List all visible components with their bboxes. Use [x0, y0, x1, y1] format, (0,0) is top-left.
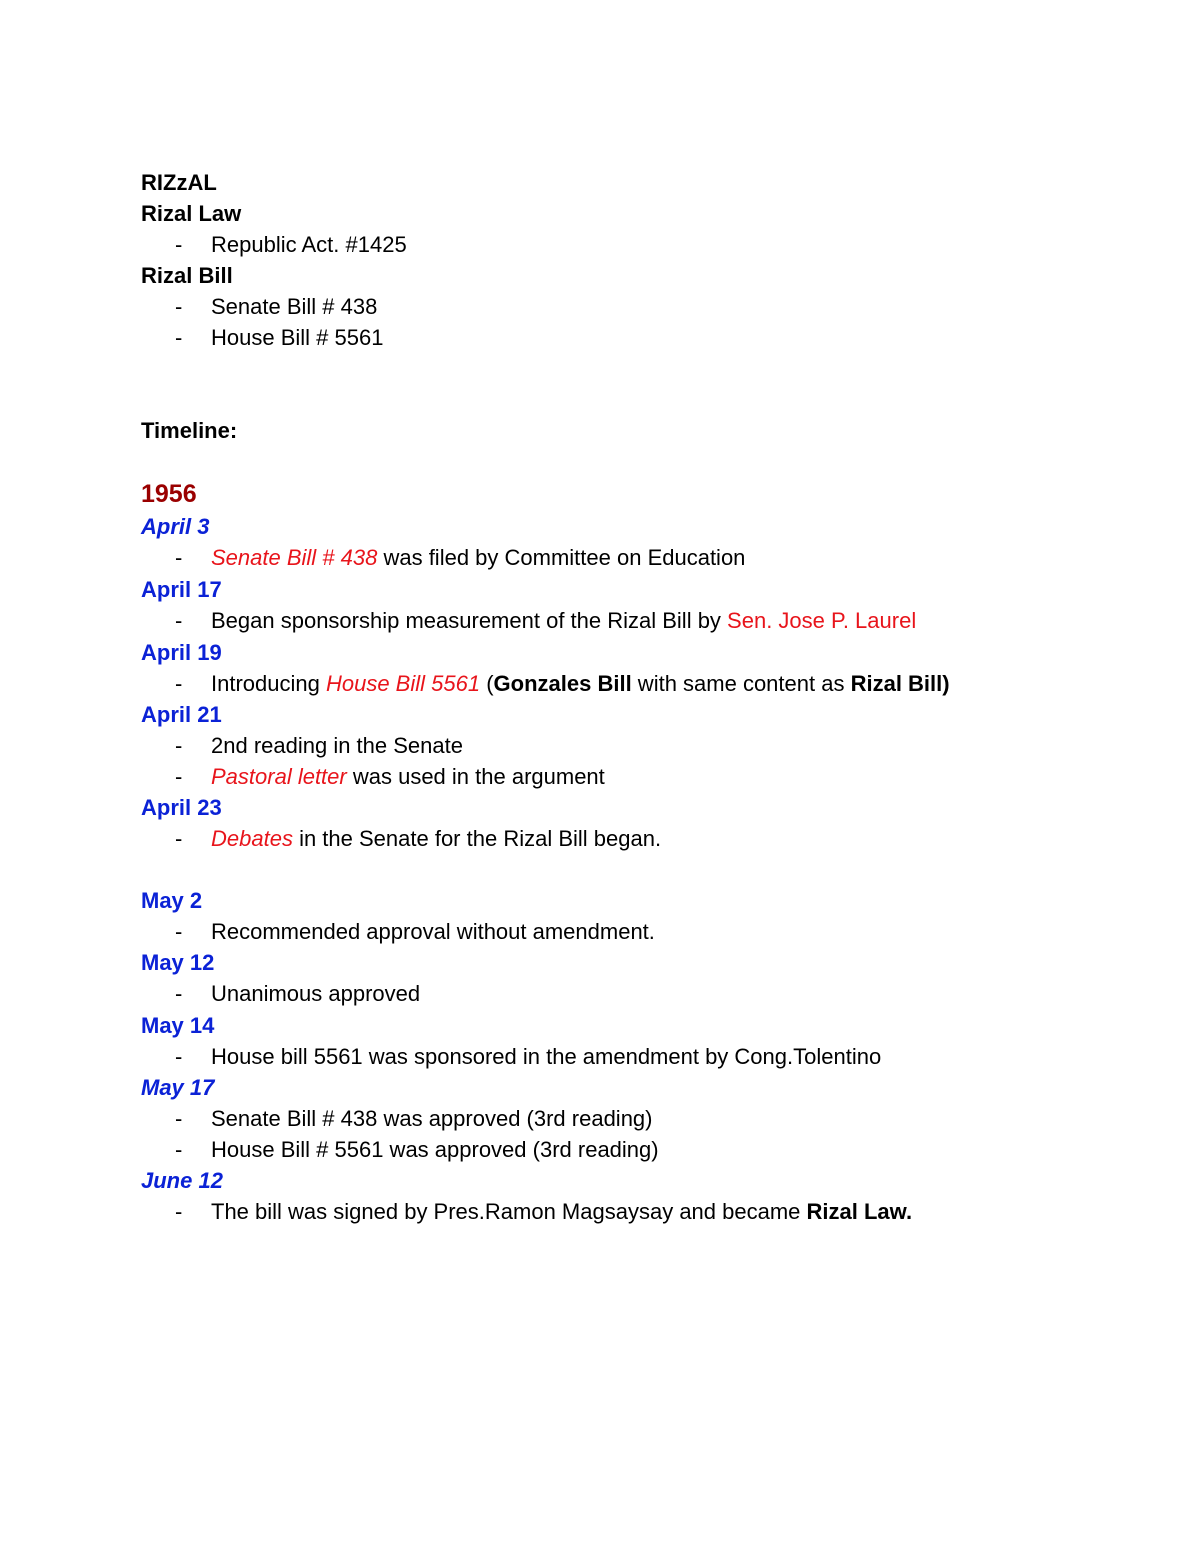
date-may-2: May 2: [141, 888, 203, 913]
bold-text: Rizal Bill): [850, 671, 950, 696]
bullet-dash: -: [175, 1199, 183, 1224]
item-text: (: [480, 671, 494, 696]
document-title: RIZzAL: [141, 170, 217, 195]
bullet-dash: -: [175, 294, 183, 319]
bullet-dash: -: [175, 325, 183, 350]
list-item: [211, 1196, 912, 1227]
bullet-dash: -: [175, 981, 183, 1006]
list-item: Unanimous approved: [211, 981, 421, 1006]
item-text: with same content as: [631, 671, 851, 696]
bullet-dash: -: [175, 232, 183, 257]
bullet-dash: -: [175, 764, 183, 789]
bold-text: Rizal Law.: [806, 1199, 913, 1224]
list-item: [211, 761, 605, 792]
item-text: in the Senate for the Rizal Bill began.: [292, 826, 662, 851]
list-item: [211, 823, 661, 854]
item-text: was filed by Committee on Education: [377, 545, 746, 570]
list-item: Republic Act. #1425: [211, 232, 407, 257]
list-item: 2nd reading in the Senate: [211, 733, 463, 758]
timeline-heading: Timeline:: [141, 418, 238, 443]
list-item: Recommended approval without amendment.: [211, 919, 655, 944]
list-item: [211, 668, 950, 699]
year-heading: 1956: [141, 480, 197, 508]
item-text: The bill was signed by Pres.Ramon Magsaysay and became: [211, 1199, 807, 1224]
list-item: House Bill # 5561 was approved (3rd reading): [211, 1137, 659, 1162]
rizal-law-heading: Rizal Law: [141, 201, 242, 226]
date-april-3: April 3: [141, 514, 210, 539]
bullet-dash: -: [175, 608, 183, 633]
bullet-dash: -: [175, 919, 183, 944]
date-april-19: April 19: [141, 640, 222, 665]
bullet-dash: -: [175, 733, 183, 758]
date-may-17: May 17: [141, 1075, 215, 1100]
item-text: Introducing: [211, 671, 326, 696]
bullet-dash: -: [175, 545, 183, 570]
list-item: [211, 542, 745, 573]
bullet-dash: -: [175, 1106, 183, 1131]
rizal-bill-heading: Rizal Bill: [141, 263, 233, 288]
bullet-dash: -: [175, 1137, 183, 1162]
highlight-text: Sen. Jose P. Laurel: [727, 608, 917, 633]
item-text: Began sponsorship measurement of the Rizal Bill by: [211, 608, 728, 633]
bold-text: Gonzales Bill: [493, 671, 632, 696]
list-item: Senate Bill # 438: [211, 294, 378, 319]
highlight-text: Debates: [211, 826, 293, 851]
highlight-text: Senate Bill # 438: [211, 545, 378, 570]
bullet-dash: -: [175, 1044, 183, 1069]
date-may-14: May 14: [141, 1013, 215, 1038]
item-text: was used in the argument: [346, 764, 605, 789]
date-april-17: April 17: [141, 577, 222, 602]
list-item: House Bill # 5561: [211, 325, 384, 350]
list-item: [211, 605, 916, 636]
date-april-21: April 21: [141, 702, 222, 727]
list-item: Senate Bill # 438 was approved (3rd reading): [211, 1106, 653, 1131]
highlight-text: Pastoral letter: [211, 764, 347, 789]
bullet-dash: -: [175, 671, 183, 696]
date-june-12: June 12: [141, 1168, 223, 1193]
date-april-23: April 23: [141, 795, 222, 820]
date-may-12: May 12: [141, 950, 215, 975]
highlight-text: House Bill 5561: [325, 671, 481, 696]
list-item: House bill 5561 was sponsored in the amendment by Cong.Tolentino: [211, 1044, 882, 1069]
bullet-dash: -: [175, 826, 183, 851]
